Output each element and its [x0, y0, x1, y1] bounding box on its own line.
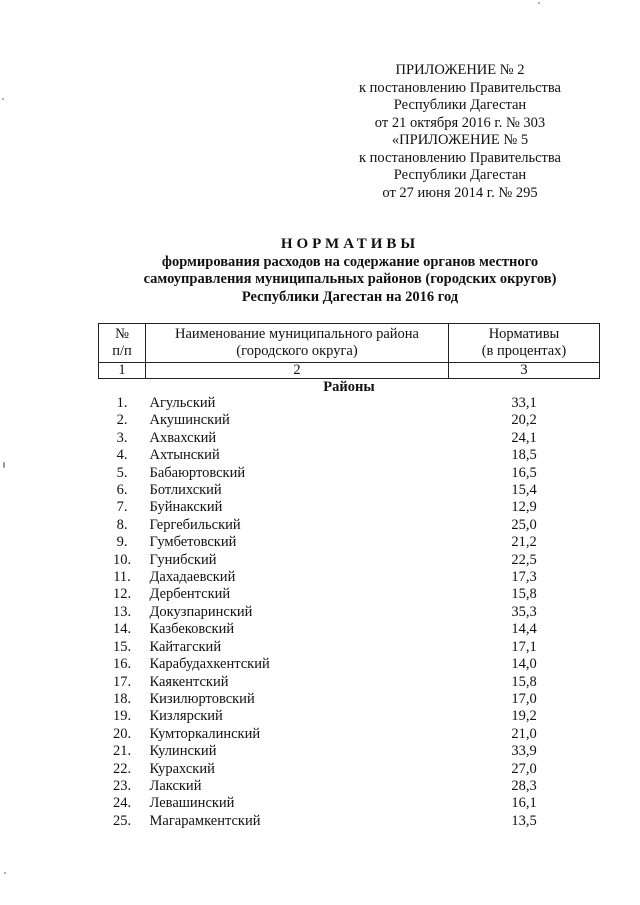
district-name: Лакский	[149, 777, 202, 794]
district-name: Докузпаринский	[149, 603, 253, 620]
district-name: Акушинский	[149, 412, 230, 429]
row-number: 17.	[112, 673, 132, 690]
row-number: 6.	[116, 482, 128, 499]
table-row	[99, 778, 600, 795]
district-name: Ахтынский	[149, 447, 220, 464]
norm-value: 22,5	[511, 551, 537, 568]
row-number: 10.	[112, 551, 132, 568]
header-line: от 27 июня 2014 г. № 295	[382, 184, 538, 201]
table-row	[99, 499, 600, 516]
section-title: Районы	[323, 379, 375, 395]
row-number: 13.	[112, 603, 132, 620]
column-header-line: Наименование муниципального района	[175, 326, 419, 342]
column-number: 2	[146, 363, 449, 379]
table-row	[99, 708, 600, 725]
row-number: 19.	[112, 708, 132, 725]
row-number: 18.	[112, 690, 132, 707]
norm-value: 17,1	[511, 638, 537, 655]
row-number: 21.	[112, 743, 132, 760]
norm-value: 14,0	[511, 656, 537, 673]
norm-value: 17,3	[511, 569, 537, 586]
table-row	[99, 604, 600, 621]
title-heading: НОРМАТИВЫ	[280, 236, 420, 252]
row-number: 2.	[116, 412, 128, 429]
table-row	[99, 586, 600, 603]
district-name: Левашинский	[149, 795, 235, 812]
norm-value: 14,4	[511, 621, 537, 638]
norm-value: 15,4	[511, 482, 537, 499]
title-line: формирования расходов на содержание органов местного	[161, 253, 539, 270]
column-header-line: п/п	[112, 343, 132, 359]
table-row	[99, 517, 600, 534]
district-name: Бабаюртовский	[149, 464, 246, 481]
table-row	[99, 447, 600, 464]
district-name: Кулинский	[149, 743, 217, 760]
table-row	[99, 795, 600, 812]
table-row	[99, 482, 600, 499]
norm-value: 21,2	[511, 534, 537, 551]
norm-value: 18,5	[511, 447, 537, 464]
norm-value: 15,8	[511, 673, 537, 690]
row-number: 1.	[116, 395, 128, 411]
column-number-row	[99, 363, 600, 379]
table-row	[99, 569, 600, 586]
district-name: Дахадаевский	[149, 569, 236, 586]
row-number: 15.	[112, 638, 132, 655]
table-row	[99, 726, 600, 743]
norm-value: 33,9	[511, 743, 537, 760]
row-number: 14.	[112, 621, 132, 638]
scan-speck	[3, 462, 5, 468]
district-name: Карабудахкентский	[149, 656, 270, 673]
norm-value: 17,0	[511, 690, 537, 707]
norms-table	[98, 323, 600, 830]
column-header-value	[449, 324, 600, 363]
table-row	[99, 691, 600, 708]
header-line: Республики Дагестан	[393, 97, 527, 113]
norm-value: 13,5	[511, 812, 537, 829]
district-name: Курахский	[149, 760, 215, 777]
scan-speck	[538, 2, 540, 4]
table-row	[99, 412, 600, 429]
scan-speck	[4, 872, 6, 874]
norm-value: 15,8	[511, 586, 537, 603]
table-row	[99, 761, 600, 778]
table-row	[99, 743, 600, 760]
norm-value: 20,2	[511, 412, 537, 429]
table-row	[99, 639, 600, 656]
table-row	[99, 621, 600, 638]
row-number: 16.	[112, 656, 132, 673]
header-line: ПРИЛОЖЕНИЕ № 2	[395, 62, 525, 78]
row-number: 22.	[112, 760, 132, 777]
district-name: Кизлярский	[149, 708, 223, 725]
column-header-line: (в процентах)	[481, 343, 567, 359]
column-header-number	[99, 324, 146, 363]
table-row	[99, 813, 600, 830]
norm-value: 16,1	[511, 795, 537, 812]
district-name: Казбековский	[149, 621, 235, 638]
district-name: Дербентский	[149, 586, 231, 603]
norm-value: 16,5	[511, 464, 537, 481]
column-number: 3	[449, 363, 600, 379]
district-name: Агульский	[149, 395, 216, 411]
table-row	[99, 430, 600, 447]
district-name: Кайтагский	[149, 638, 222, 655]
district-name: Каякентский	[149, 673, 229, 690]
district-name: Кумторкалинский	[149, 725, 261, 742]
header-line: Республики Дагестан	[393, 167, 527, 183]
district-name: Гергебильский	[149, 516, 241, 533]
column-header-line: Нормативы	[488, 326, 560, 342]
row-number: 9.	[116, 534, 128, 551]
row-number: 7.	[116, 499, 128, 516]
norm-value: 35,3	[511, 603, 537, 620]
table-row	[99, 465, 600, 482]
row-number: 20.	[112, 725, 132, 742]
header-line: от 21 октября 2016 г. № 303	[374, 114, 546, 131]
column-header-line: №	[115, 326, 129, 342]
row-number: 8.	[116, 516, 128, 533]
district-name: Магарамкентский	[149, 812, 261, 829]
row-number: 23.	[112, 777, 132, 794]
row-number: 3.	[116, 429, 128, 446]
title-line: Республики Дагестан на 2016 год	[241, 288, 459, 305]
table-row	[99, 674, 600, 691]
row-number: 24.	[112, 795, 132, 812]
column-header-name	[146, 324, 449, 363]
norm-value: 27,0	[511, 760, 537, 777]
scan-speck	[2, 98, 4, 100]
appendix-header	[350, 62, 570, 202]
norm-value: 25,0	[511, 516, 537, 533]
norm-value: 12,9	[511, 499, 537, 516]
row-number: 25.	[112, 812, 132, 829]
district-name: Ахвахский	[149, 429, 217, 446]
norm-value: 24,1	[511, 429, 537, 446]
district-name: Гунибский	[149, 551, 217, 568]
norm-value: 33,1	[511, 395, 537, 411]
row-number: 5.	[116, 464, 128, 481]
table-header-row	[99, 324, 600, 363]
district-name: Кизилюртовский	[149, 690, 255, 707]
district-name: Ботлихский	[149, 482, 222, 499]
header-line: «ПРИЛОЖЕНИЕ № 5	[391, 132, 529, 148]
document-title	[100, 236, 600, 306]
section-row	[99, 379, 600, 396]
table-row	[99, 534, 600, 551]
row-number: 4.	[116, 447, 128, 464]
header-line: к постановлению Правительства	[359, 79, 561, 96]
district-name: Гумбетовский	[149, 534, 237, 551]
table-row	[99, 552, 600, 569]
column-header-line: (городского округа)	[236, 343, 358, 359]
title-line: самоуправления муниципальных районов (городских округов)	[143, 271, 557, 287]
table-row	[99, 395, 600, 412]
norm-value: 21,0	[511, 725, 537, 742]
norm-value: 28,3	[511, 777, 537, 794]
table-row	[99, 656, 600, 673]
column-number: 1	[99, 363, 146, 379]
district-name: Буйнакский	[149, 499, 223, 516]
header-line: к постановлению Правительства	[359, 149, 561, 166]
row-number: 11.	[113, 569, 131, 586]
row-number: 12.	[112, 586, 132, 603]
norm-value: 19,2	[511, 708, 537, 725]
